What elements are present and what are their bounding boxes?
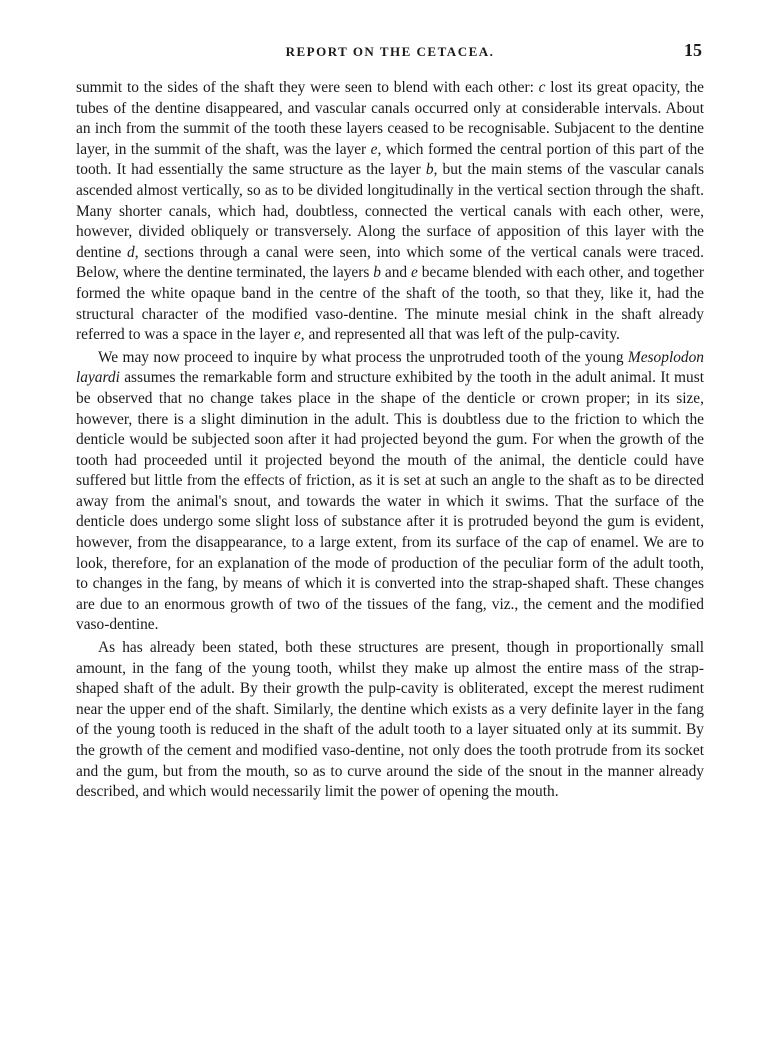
text-run: As has already been stated, both these structures are present, though in proportionally small amount, in the fang of the young tooth, whilst they make up almost the entire mass of the strap-shaped shaft of the adult. By their growth the pulp-cavity is obliterated, except the merest rudiment near the upper end of the shaft. Similarly, the dentine which exists as a very definite layer in the fang of the young tooth is reduced in the shaft of the adult tooth to a layer situated only at its summit. By the growth of the cement and modified vaso-dentine, not only does the tooth protrude from its socket and the gum, but from the mouth, so as to curve around the side of the snout in the manner already described, and which would necessarily limit the power of opening the mouth. [76,639,704,801]
text-run: , but the main stems of the vascular canals ascended almost vertically, so as to be divided longitudinally in the vertical section through the shaft. Many shorter canals, which had, doubtless, connected the vertical canals with each other, were, however, divided obliquely or transversely. Along the surface of apposition of this layer with the dentine [76,161,704,261]
text-run: , sections through a canal were seen, into which some of the vertical canals were traced. Below, where the dentine terminated, the layers [76,243,704,282]
page-header [76,40,704,66]
text-run: , and represented all that was left of the pulp-cavity. [300,326,620,344]
text-run: We may now proceed to inquire by what process the unprotruded tooth of the young [98,348,628,366]
text-run: , which formed the central portion of this part of the tooth. It had essentially the same structure as the layer [76,140,704,179]
italic-text: e [293,326,301,344]
text-run: lost its great opacity, the tubes of the dentine disappeared, and vascular canals occurred only at considerable intervals. About an inch from the summit of the tooth these layers ceased to be recognisable. Subjacent to the dentine layer, in the summit of the shaft, was the layer [76,79,704,158]
italic-text: e [370,140,378,158]
italic-text: b [373,264,381,282]
italic-text: b [425,161,434,179]
paragraph-1 [76,78,704,346]
text-run: and [381,264,412,282]
body-text [76,78,704,803]
text-run: assumes the remarkable form and structure exhibited by the tooth in the adult animal. It must be observed that no change takes place in the shape of the denticle or crown proper; in its size, however, there is a slight diminution in the adult. This is doubtless due to the friction to which the denticle would be subjected soon after it had projected beyond the gum. For when the growth of the tooth had proceeded until it projected beyond the mouth of the animal, the denticle could have suffered but little from the effects of friction, as it is set at such an angle to the shaft as to be directed away from the animal's snout, and towards the water in which it swims. That the surface of the denticle does undergo some slight loss of substance after it is protruded beyond the gum is evident, however, from the disappearance, to a large extent, from its surface of the cap of enamel. We are to look, therefore, for an explanation of the mode of production of the peculiar form of the adult tooth, to changes in the fang, by means of which it is converted into the strap-shaped shaft. These changes are due to an enormous growth of two of the tissues of the fang, viz., the cement and the modified vaso-dentine. [76,369,704,634]
paragraph-2 [76,348,704,636]
italic-text: e [411,264,418,282]
text-run: summit to the sides of the shaft they were seen to blend with each other: [76,79,539,96]
italic-text: Mesoplodon layardi [76,348,704,387]
running-head: REPORT ON THE CETACEA. [285,44,495,59]
italic-text: d [127,243,135,261]
page-number: 15 [684,40,702,60]
paragraph-3 [76,638,704,803]
italic-text: c [538,79,546,96]
text-run: became blended with each other, and together formed the white opaque band in the centre of the shaft of the tooth, so that they, like it, had the structural character of the modified vaso-dentine. The minute mesial chink in the shaft already referred to was a space in the layer [76,264,705,344]
document-page [76,40,704,803]
